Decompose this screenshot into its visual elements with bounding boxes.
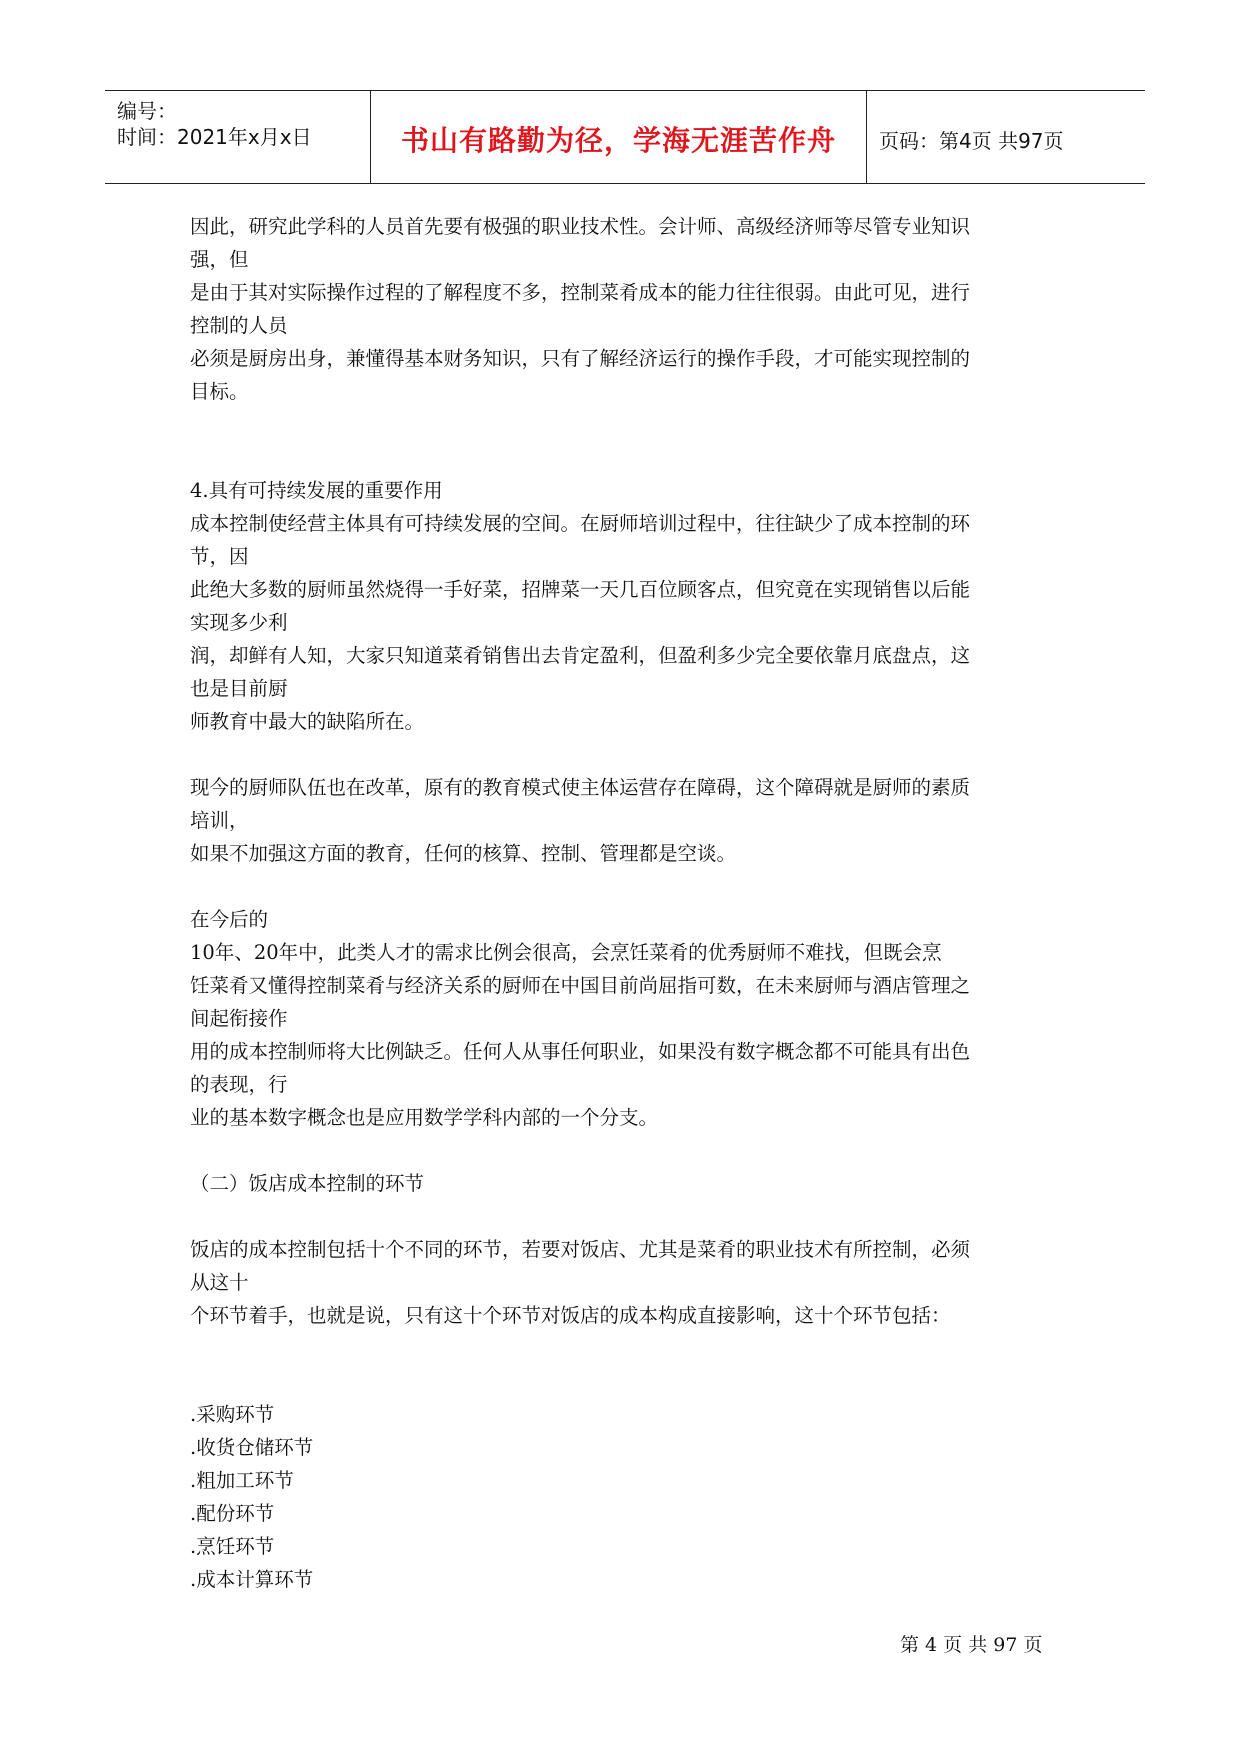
body-line: .成本计算环节 xyxy=(190,1568,314,1591)
body-line: 4.具有可持续发展的重要作用 xyxy=(190,479,443,502)
body-line: 培训， xyxy=(190,809,249,832)
body-line: 在今后的 xyxy=(190,908,269,931)
body-line: 饪菜肴又懂得控制菜肴与经济关系的厨师在中国目前尚屈指可数，在未来厨师与酒店管理之 xyxy=(190,974,971,997)
body-line: 师教育中最大的缺陷所在。 xyxy=(190,710,425,733)
body-line: 是由于其对实际操作过程的了解程度不多，控制菜肴成本的能力往往很弱。由此可见，进行 xyxy=(190,281,971,304)
body-line: 饭店的成本控制包括十个不同的环节，若要对饭店、尤其是菜肴的职业技术有所控制，必须 xyxy=(190,1238,971,1261)
doc-time-label: 时间：2021年x月x日 xyxy=(117,125,312,149)
body-line: 如果不加强这方面的教育，任何的核算、控制、管理都是空谈。 xyxy=(190,842,737,865)
blank-line xyxy=(190,870,1070,903)
body-line: 此绝大多数的厨师虽然烧得一手好菜，招牌菜一天几百位顾客点，但究竟在实现销售以后能 xyxy=(190,578,971,601)
body-line: 因此，研究此学科的人员首先要有极强的职业技术性。会计师、高级经济师等尽管专业知识 xyxy=(190,215,971,238)
blank-line xyxy=(190,441,1070,474)
body-line: 目标。 xyxy=(190,380,249,403)
blank-line xyxy=(190,1134,1070,1167)
body-line: （二）饭店成本控制的环节 xyxy=(190,1172,425,1195)
body-line: 成本控制使经营主体具有可持续发展的空间。在厨师培训过程中，往往缺少了成本控制的环 xyxy=(190,512,971,535)
body-line: 的表现，行 xyxy=(190,1073,288,1096)
body-line: 节，因 xyxy=(190,545,249,568)
header-meta-cell xyxy=(105,91,371,183)
blank-line xyxy=(190,1332,1070,1365)
body-line: 个环节着手，也就是说，只有这十个环节对饭店的成本构成直接影响，这十个环节包括： xyxy=(190,1304,951,1327)
blank-line xyxy=(190,408,1070,441)
body-line: .烹饪环节 xyxy=(190,1535,275,1558)
body-line: 润，却鲜有人知，大家只知道菜肴销售出去肯定盈利，但盈利多少完全要依靠月底盘点，这 xyxy=(190,644,971,667)
header-motto: 书山有路勤为径，学海无涯苦作舟 xyxy=(400,124,836,157)
page-header xyxy=(105,90,1145,184)
body-line: .粗加工环节 xyxy=(190,1469,294,1492)
header-page-cell xyxy=(867,91,1145,183)
body-line: 从这十 xyxy=(190,1271,249,1294)
body-line: 间起衔接作 xyxy=(190,1007,288,1030)
body-line: 控制的人员 xyxy=(190,314,288,337)
page-footer: 第 4 页 共 97 页 xyxy=(900,1634,1043,1656)
doc-number-label: 编号： xyxy=(117,99,177,123)
body-line: .采购环节 xyxy=(190,1403,275,1426)
body-line: 强，但 xyxy=(190,248,249,271)
blank-line xyxy=(190,1200,1070,1233)
header-page-info: 页码：第4页 共97页 xyxy=(879,129,1064,153)
blank-line xyxy=(190,1365,1070,1398)
header-motto-cell xyxy=(371,91,867,183)
body-line: 用的成本控制师将大比例缺乏。任何人从事任何职业，如果没有数字概念都不可能具有出色 xyxy=(190,1040,971,1063)
body-line: 现今的厨师队伍也在改革，原有的教育模式使主体运营存在障碍，这个障碍就是厨师的素质 xyxy=(190,776,971,799)
body-line: .收货仓储环节 xyxy=(190,1436,314,1459)
body-line: 也是目前厨 xyxy=(190,677,288,700)
body-line: 必须是厨房出身，兼懂得基本财务知识，只有了解经济运行的操作手段，才可能实现控制的 xyxy=(190,347,971,370)
body-line: 实现多少利 xyxy=(190,611,288,634)
body-line: 10年、20年中，此类人才的需求比例会很高，会烹饪菜肴的优秀厨师不难找，但既会烹 xyxy=(190,941,942,964)
blank-line xyxy=(190,738,1070,771)
body-line: .配份环节 xyxy=(190,1502,275,1525)
document-body xyxy=(190,210,1070,1596)
body-line: 业的基本数字概念也是应用数学学科内部的一个分支。 xyxy=(190,1106,659,1129)
